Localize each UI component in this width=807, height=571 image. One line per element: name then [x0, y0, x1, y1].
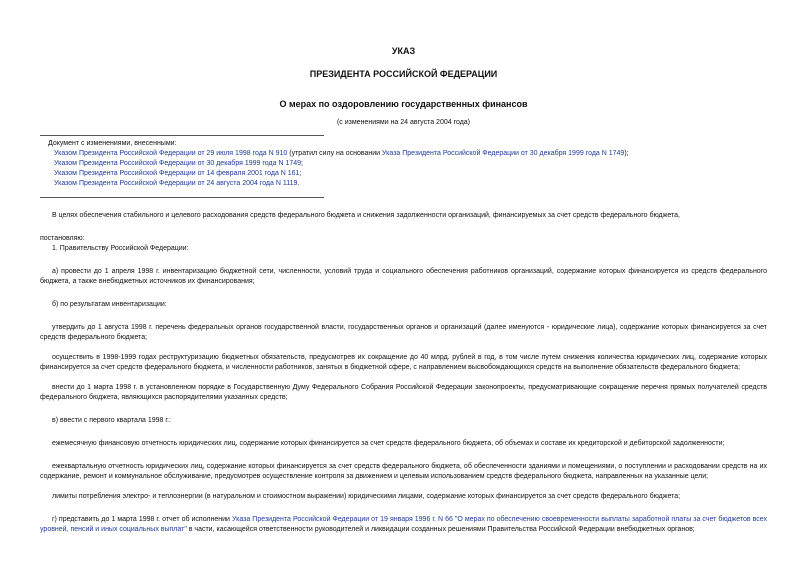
amendment-item: [48, 179, 768, 189]
amendment-item: [48, 159, 768, 169]
amendment-tail: );: [624, 150, 629, 157]
amendment-tail: ;: [299, 170, 302, 177]
amendment-link[interactable]: Указом Президента Российской Федерации от 14 февраля 2001 года N 161: [54, 170, 300, 177]
amendment-item: [48, 149, 768, 159]
paragraph: [40, 515, 767, 535]
paragraph: в) ввести с первого квартала 1998 г.:: [52, 417, 171, 424]
amendment-link[interactable]: Указа Президента Российской Федерации от 30 декабря 1999 года N 1749: [382, 150, 625, 157]
amendment-link[interactable]: Указом Президента Российской Федерации от 24 августа 2004 года N 1119: [54, 180, 298, 187]
decree-link[interactable]: Указа Президента Российской Федерации от 19 января 1996 г. N 66 "О мерах по обеспечению своевременности выплаты заработной платы за счет бюджетов всех уровней, пенсий и иных социальных выплат": [40, 516, 768, 533]
divider-bottom: [40, 197, 324, 198]
paragraph: В целях обеспечения стабильного и целевого расходования средств федерального бюджета и снижения задолженности организаций, финансируемых за счет средств федерального бюджета,: [52, 212, 680, 219]
decree-title: О мерах по оздоровлению государственных финансов: [279, 99, 528, 109]
amendments-intro: Документ с изменениями, внесенными:: [48, 140, 177, 147]
paragraph: утвердить до 1 августа 1998 г. перечень федеральных органов государственной власти, государственных органов и организаций (далее именуются - юридические лица), содержание которых финансируется за счет средств федерального бюджета;: [40, 324, 767, 341]
changes-note: (с изменениями на 24 августа 2004 года): [336, 119, 471, 126]
divider-top: [40, 135, 324, 136]
document-subtitle: ПРЕЗИДЕНТА РОССИЙСКОЙ ФЕДЕРАЦИИ: [309, 69, 498, 79]
amendment-link[interactable]: Указом Президента Российской Федерации от 30 декабря 1999 года N 1749: [54, 160, 302, 167]
amendment-tail: .: [297, 180, 300, 187]
paragraph: лимиты потребления электро- и теплоэнергии (в натуральном и стоимостном выражении) юридическими лицами, содержание которых финансируется за счет средств федерального бюджета;: [52, 493, 681, 500]
amendment-tail: ;: [301, 160, 303, 167]
paragraph-text: в части, касающейся ответственности руководителей и ликвидации созданных решениями Правительства Российской Федерации внебюджетных органов;: [186, 526, 695, 533]
paragraph: ежеквартальную отчетность юридических лиц, содержание которых финансируется за счет средств федерального бюджета, об обеспеченности зданиями и помещениями, о поступлении и расходовании средств на их содержание, ремонт и коммунальное обслуживание, предусмотрев осуществление контроля за движением и целевым использованием средств федерального бюджета, направленных на указанные цели;: [40, 463, 767, 480]
paragraph: осуществить в 1998-1999 годах реструктуризацию бюджетных обязательств, предусмотрев их сокращение до 40 млрд. рублей в год, в том числе путем снижения количества юридических лиц, содержание которых финансируется за счет средств федерального бюджета, и численности работников, занятых в бюджетной сфере, с направлением высвобождающихся средств на выполнение обязательств федерального бюджета;: [40, 354, 767, 371]
document-title: УКАЗ: [391, 46, 416, 56]
paragraph: б) по результатам инвентаризации:: [52, 301, 167, 308]
document-body: [40, 211, 767, 535]
amendment-tail: (утратил силу на основании: [287, 150, 383, 157]
paragraph-text: г) представить до 1 марта 1998 г. отчет об исполнении: [52, 516, 232, 523]
paragraph: постановляю:: [40, 235, 85, 242]
amendments-block: [48, 139, 768, 189]
amendment-item: [48, 169, 768, 179]
paragraph: а) провести до 1 апреля 1998 г. инвентаризацию бюджетной сети, численности, условий труда и социального обеспечения работников организаций, содержание которых финансируется из средств федерального бюджета, а также внебюджетных источников их финансирования;: [40, 268, 767, 285]
amendment-link[interactable]: Указом Президента Российской Федерации от 29 июля 1998 года N 910: [54, 150, 288, 157]
paragraph: внести до 1 марта 1998 г. в установленном порядке в Государственную Думу Федерального Собрания Российской Федерации законопроекты, предусматривающие сокращение перечня прямых получателей средств федерального бюджета, являющихся распорядителями указанных средств;: [40, 384, 767, 401]
paragraph: ежемесячную финансовую отчетность юридических лиц, содержание которых финансируется за счет средств федерального бюджета, об объемах и составе их кредиторской и дебиторской задолженности;: [52, 440, 725, 447]
paragraph: 1. Правительству Российской Федерации:: [52, 245, 189, 252]
